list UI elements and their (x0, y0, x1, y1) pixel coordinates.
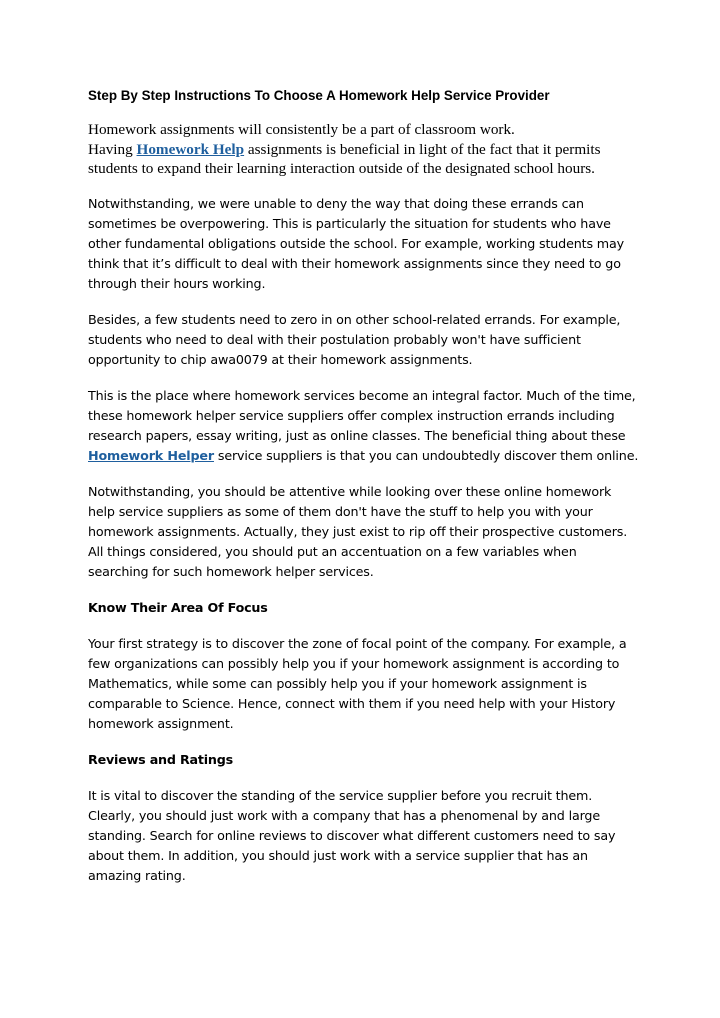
homework-helper-link[interactable]: Homework Helper (88, 447, 214, 463)
intro-pre-link: Having (88, 140, 137, 158)
paragraph-3-pre: This is the place where homework services become an integral factor. Much of the time, these homework helper service suppliers offer complex instruction errands including research papers, essay writing, just as online classes. The beneficial thing about these (88, 387, 636, 443)
paragraph-2: Besides, a few students need to zero in on other school-related errands. For example, students who need to deal with their postulation probably won't have sufficient opportunity to chip awa0079 at their homework assignments. (88, 311, 621, 367)
paragraph-1: Notwithstanding, we were unable to deny the way that doing these errands can sometimes be overpowering. This is particularly the situation for students who have other fundamental obligations outside the school. For example, working students may think that it’s difficult to deal with their homework assignments since they need to go through their hours working. (88, 195, 624, 291)
paragraph-3-post: service suppliers is that you can undoubtedly discover them online. (213, 447, 639, 463)
intro-paragraph (88, 120, 640, 179)
paragraph-5: Your first strategy is to discover the zone of focal point of the company. For example, a few organizations can possibly help you if your homework assignment is according to Mathematics, while some can possibly help you if your homework assignment is comparable to Science. Hence, connect with them if you need help with your History homework assignment. (88, 635, 627, 731)
section-heading-reviews: Reviews and Ratings (88, 751, 233, 767)
paragraph-6: It is vital to discover the standing of the service supplier before you recruit them. Clearly, you should just work with a company that has a phenomenal by and large standing. Search for online reviews to discover what different customers need to say about them. In addition, you should just work with a service supplier that has an amazing rating. (88, 787, 616, 883)
intro-line-1: Homework assignments will consistently be a part of classroom work. (88, 121, 515, 138)
paragraph-4: Notwithstanding, you should be attentive while looking over these online homework help service suppliers as some of them don't have the stuff to help you with your homework assignments. Actually, they just exist to rip off their prospective customers. All things considered, you should put an accentuation on a few variables when searching for such homework helper services. (88, 483, 628, 579)
homework-help-link[interactable]: Homework Help (136, 140, 245, 158)
document-title: Step By Step Instructions To Choose A Homework Help Service Provider (88, 88, 550, 103)
intro-post-link: assignments is beneficial in light of the fact that it permits students to expand their learning interaction outside of the designated school hours. (88, 140, 601, 177)
section-heading-focus: Know Their Area Of Focus (88, 599, 268, 615)
paragraph-3 (88, 386, 640, 466)
